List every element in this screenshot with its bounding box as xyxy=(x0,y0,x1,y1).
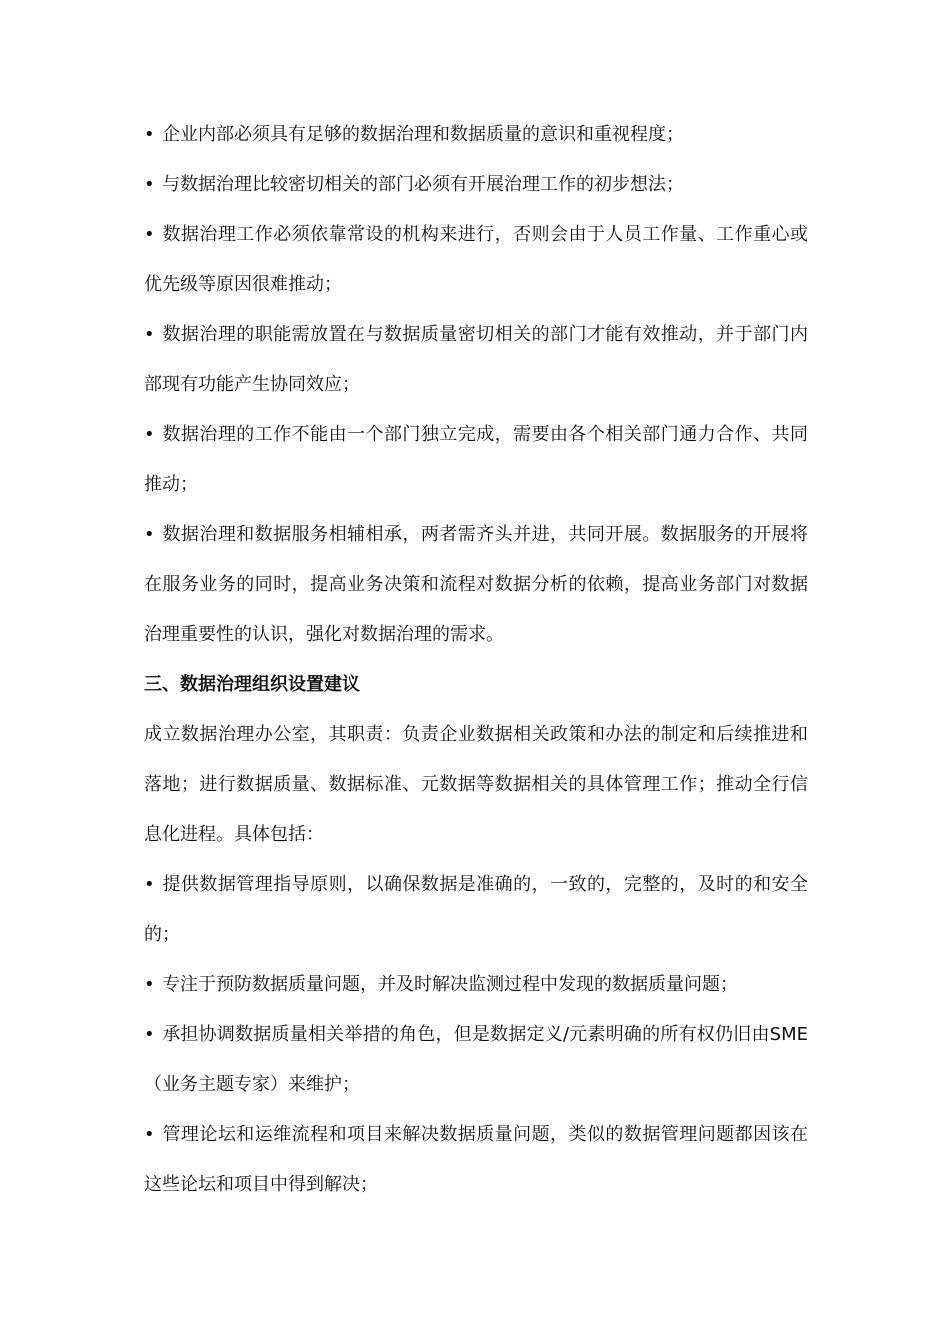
bullet-icon: • xyxy=(144,1124,155,1145)
bullet-icon: • xyxy=(144,874,155,895)
bullet-icon: • xyxy=(144,424,155,445)
bullet-item xyxy=(144,160,808,210)
bullet-icon: • xyxy=(144,224,155,245)
section-heading: 三、数据治理组织设置建议 xyxy=(144,674,360,695)
bullet-text: 承担协调数据质量相关举措的角色，但是数据定义/元素明确的所有权仍旧由SME（业务主题专家）来维护； xyxy=(144,1024,808,1095)
bullet-icon: • xyxy=(144,124,155,145)
bullet-item xyxy=(144,310,808,410)
bullet-item xyxy=(144,210,808,310)
bullet-item xyxy=(144,1010,808,1110)
bullet-text: 数据治理和数据服务相辅相承，两者需齐头并进，共同开展。数据服务的开展将在服务业务的同时，提高业务决策和流程对数据分析的依赖，提高业务部门对数据治理重要性的认识，强化对数据治理的需求。 xyxy=(144,524,808,645)
bullet-icon: • xyxy=(144,1024,155,1045)
bullet-item xyxy=(144,860,808,960)
document-body xyxy=(144,110,808,1210)
bullet-text: 专注于预防数据质量问题，并及时解决监测过程中发现的数据质量问题； xyxy=(162,974,738,995)
bullet-text: 管理论坛和运维流程和项目来解决数据质量问题，类似的数据管理问题都因该在这些论坛和项目中得到解决； xyxy=(144,1124,808,1195)
bullet-item xyxy=(144,110,808,160)
bullet-text: 数据治理的工作不能由一个部门独立完成，需要由各个相关部门通力合作、共同推动； xyxy=(144,424,808,495)
bullet-text: 与数据治理比较密切相关的部门必须有开展治理工作的初步想法； xyxy=(162,174,684,195)
bullet-item xyxy=(144,510,808,660)
bullet-icon: • xyxy=(144,974,155,995)
section-intro: 成立数据治理办公室，其职责：负责企业数据相关政策和办法的制定和后续推进和落地；进行数据质量、数据标准、元数据等数据相关的具体管理工作；推动全行信息化进程。具体包括： xyxy=(144,724,808,845)
bullet-text: 企业内部必须具有足够的数据治理和数据质量的意识和重视程度； xyxy=(162,124,684,145)
bullet-icon: • xyxy=(144,324,155,345)
bullet-icon: • xyxy=(144,174,155,195)
bullet-text: 数据治理工作必须依靠常设的机构来进行，否则会由于人员工作量、工作重心或优先级等原因很难推动； xyxy=(144,224,808,295)
bullet-item xyxy=(144,1110,808,1210)
bullet-icon: • xyxy=(144,524,155,545)
bullet-text: 数据治理的职能需放置在与数据质量密切相关的部门才能有效推动，并于部门内部现有功能产生协同效应； xyxy=(144,324,808,395)
bullet-item xyxy=(144,960,808,1010)
bullet-text: 提供数据管理指导原则，以确保数据是准确的，一致的，完整的，及时的和安全的； xyxy=(144,874,808,945)
bullet-item xyxy=(144,410,808,510)
